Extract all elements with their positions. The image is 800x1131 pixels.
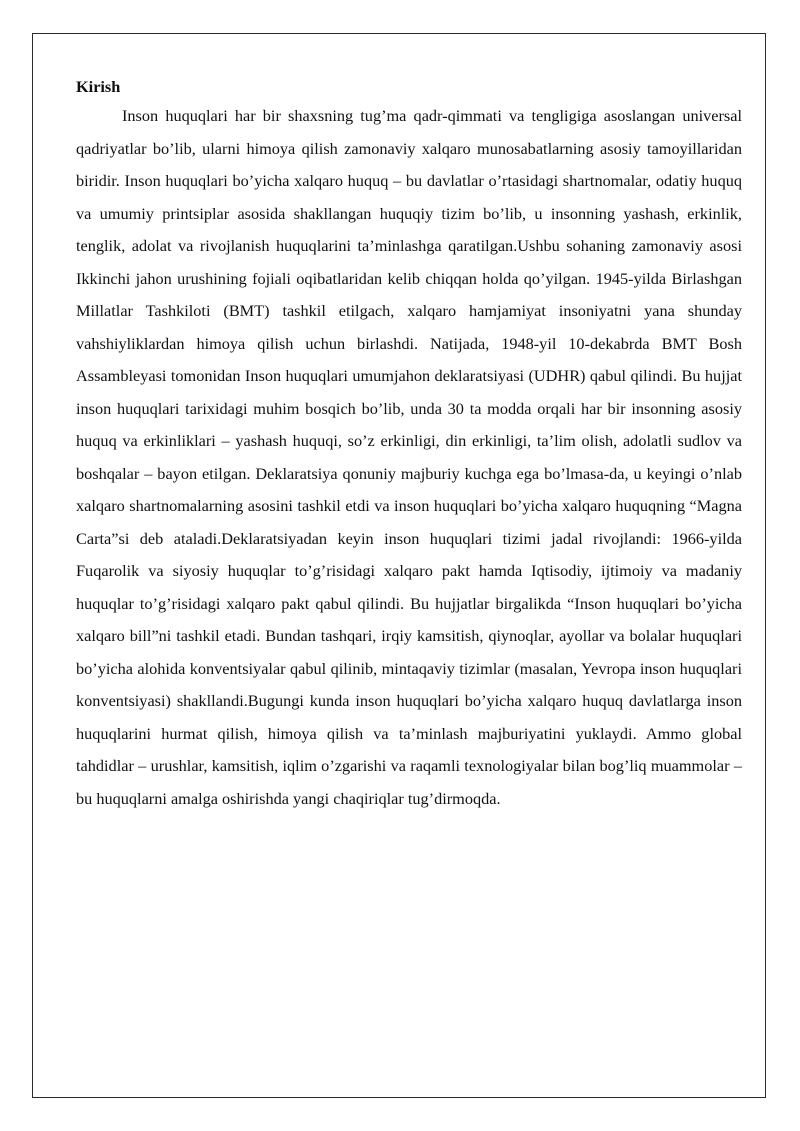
document-body xyxy=(76,74,742,815)
section-heading: Kirish xyxy=(76,77,121,96)
body-paragraph: Inson huquqlari har bir shaxsning tug’ma qadr-qimmati va tengligiga asoslangan universal qadriyatlar bo’lib, ularni himoya qilish zamonaviy xalqaro munosabatlarning asosiy tamoyillaridan biridir. Inson huquqlari bo’yicha xalqaro huquq – bu davlatlar o’rtasidagi shartnomalar, odatiy huquq va umumiy printsiplar asosida shakllangan huquqiy tizim bo’lib, u insonning yashash, erkinlik, tenglik, adolat va rivojlanish huquqlarini ta’minlashga qaratilgan.Ushbu sohaning zamonaviy asosi Ikkinchi jahon urushining fojiali oqibatlaridan kelib chiqqan holda qo’yilgan. 1945-yilda Birlashgan Millatlar Tashkiloti (BMT) tashkil etilgach, xalqaro hamjamiyat insoniyatni yana shunday vahshiyliklardan himoya qilish uchun birlashdi. Natijada, 1948-yil 10-dekabrda BMT Bosh Assambleyasi tomonidan Inson huquqlari umumjahon deklaratsiyasi (UDHR) qabul qilindi. Bu hujjat inson huquqlari tarixidagi muhim bosqich bo’lib, unda 30 ta modda orqali har bir insonning asosiy huquq va erkinliklari – yashash huquqi, so’z erkinligi, din erkinligi, ta’lim olish, adolatli sudlov va boshqalar – bayon etilgan. Deklaratsiya qonuniy majburiy kuchga ega bo’lmasa-da, u keyingi o’nlab xalqaro shartnomalarning asosini tashkil etdi va inson huquqlari bo’yicha xalqaro huquqning “Magna Carta”si deb ataladi.Deklaratsiyadan keyin inson huquqlari tizimi jadal rivojlandi: 1966-yilda Fuqarolik va siyosiy huquqlar to’g’risidagi xalqaro pakt hamda Iqtisodiy, ijtimoiy va madaniy huquqlar to’g’risidagi xalqaro pakt qabul qilindi. Bu hujjatlar birgalikda “Inson huquqlari bo’yicha xalqaro bill”ni tashkil etadi. Bundan tashqari, irqiy kamsitish, qiynoqlar, ayollar va bolalar huquqlari bo’yicha alohida konventsiyalar qabul qilinib, mintaqaviy tizimlar (masalan, Yevropa inson huquqlari konventsiyasi) shakllandi.Bugungi kunda inson huquqlari bo’yicha xalqaro huquq davlatlarga inson huquqlarini hurmat qilish, himoya qilish va ta’minlash majburiyatini yuklaydi. Ammo global tahdidlar – urushlar, kamsitish, iqlim o’zgarishi va raqamli texnologiyalar bilan bog’liq muammolar – bu huquqlarni amalga oshirishda yangi chaqiriqlar tug’dirmoqda. xyxy=(76,106,742,808)
